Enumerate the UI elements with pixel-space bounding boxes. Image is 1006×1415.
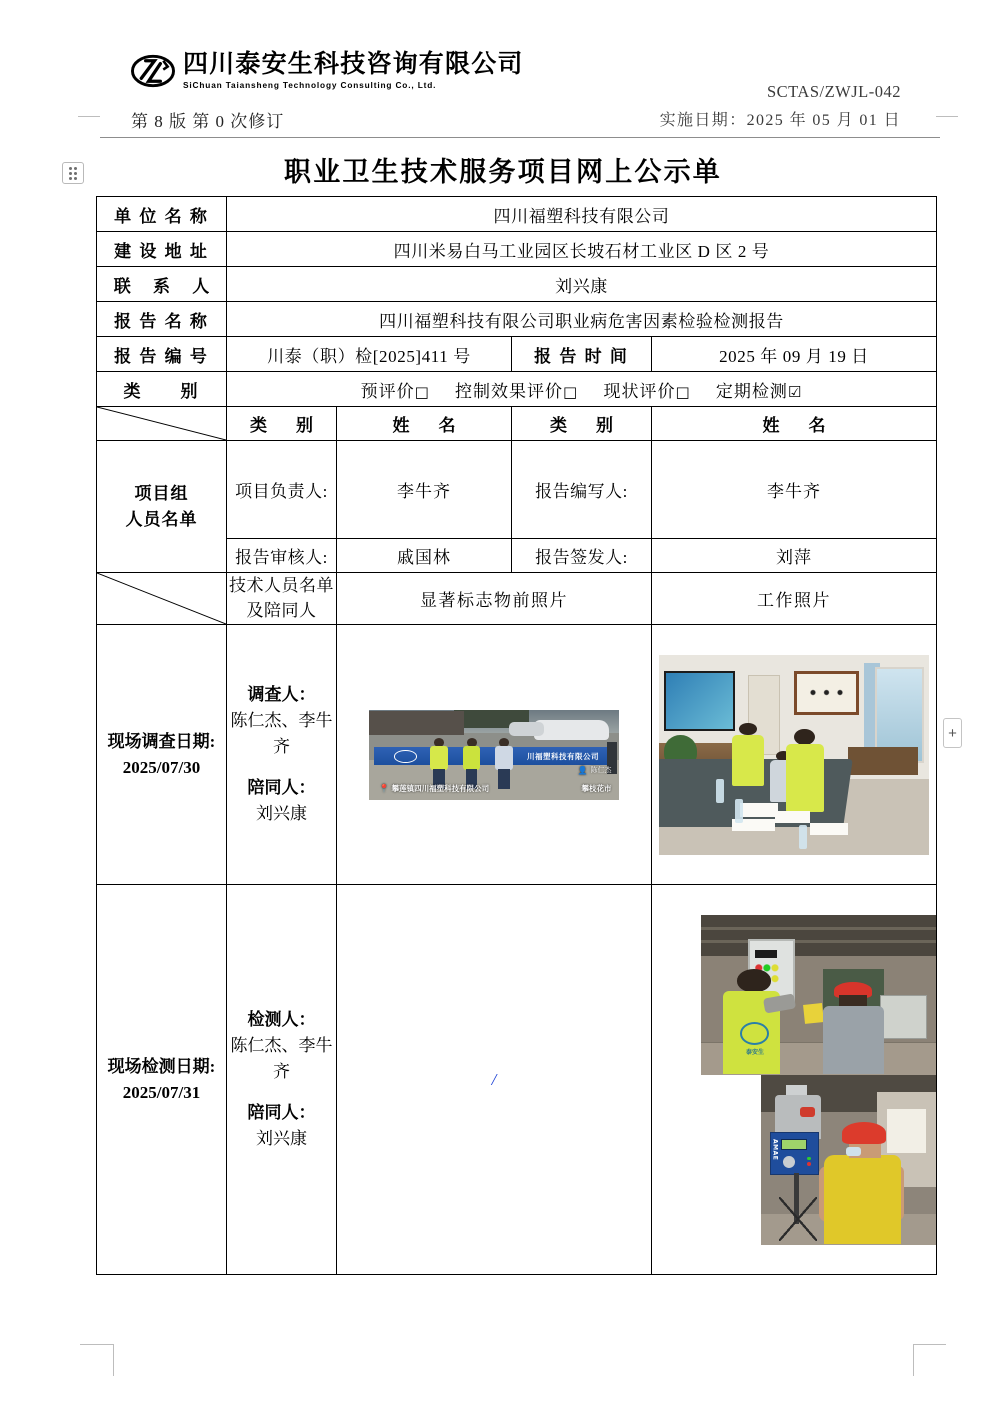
tas-logo-icon (131, 53, 175, 89)
user-icon: 👤 (577, 765, 588, 775)
header-landmark-photo: 显著标志物前照片 (337, 573, 652, 625)
team-col-name-1: 姓 名 (337, 407, 512, 441)
team-label-line-2: 人员名单 (125, 509, 198, 529)
category-label-1: 控制效果评价 (455, 381, 564, 401)
table-row-unit-name (97, 197, 937, 232)
page-header (0, 0, 1006, 140)
page-title: 职业卫生技术服务项目网上公示单 (284, 157, 722, 187)
role-project-leader: 项目负责人: (227, 441, 337, 539)
tech-header-line-2: 及陪同人 (246, 600, 317, 620)
table-row-detection (97, 885, 937, 1275)
name-report-issuer: 刘萍 (652, 539, 937, 573)
name-report-writer: 李牛齐 (652, 441, 937, 539)
table-row-report-no (97, 337, 937, 372)
category-options (227, 372, 937, 407)
category-label-2: 现状评价 (603, 381, 676, 401)
publicity-form-table (96, 196, 937, 1275)
watermark-city: 攀枝花市 (581, 784, 612, 794)
detection-tester-label: 检测人： (247, 1009, 316, 1029)
diagonal-line-icon-2 (97, 573, 226, 624)
value-address: 四川米易白马工业园区长坡石材工业区 D 区 2 号 (227, 232, 937, 267)
photo-watermark-user (578, 765, 612, 775)
detection-accompanier-names: 刘兴康 (256, 1129, 307, 1149)
margin-tick-bottom-right-v (913, 1344, 914, 1376)
survey-accompanier-names: 刘兴康 (256, 804, 307, 824)
company-name-en: SiChuan Taiansheng Technology Consulting Co., Ltd. (183, 80, 437, 90)
table-row-survey (97, 625, 937, 885)
table-row-contact (97, 267, 937, 302)
label-contact: 联 系 人 (97, 267, 227, 302)
survey-investigator-names: 陈仁杰、李牛齐 (230, 710, 333, 757)
photo-watermark-location (379, 783, 612, 794)
value-report-time: 2025 年 09 月 19 日 (652, 337, 937, 372)
team-col-category-1: 类 别 (227, 407, 337, 441)
tech-header-line-1: 技术人员名单 (229, 575, 334, 595)
margin-tick-bottom-left-v (113, 1344, 114, 1376)
survey-date-label: 现场调查日期: (107, 732, 216, 751)
value-report-no: 川泰（职）检[2025]411 号 (227, 337, 512, 372)
label-category: 类 别 (97, 372, 227, 407)
label-address: 建 设 地 址 (97, 232, 227, 267)
margin-tick-bottom-right-h (913, 1344, 946, 1345)
category-option-pre-evaluation[interactable] (361, 382, 430, 401)
role-report-writer: 报告编写人: (512, 441, 652, 539)
gate-group-photo (369, 710, 619, 800)
table-row-photos-header (97, 573, 937, 625)
table-row-category (97, 372, 937, 407)
instrument-brand-text: AMAE (771, 1139, 779, 1161)
team-col-category-2: 类 别 (512, 407, 652, 441)
category-label-3: 定期检测 (715, 381, 788, 401)
team-col-name-2: 姓 名 (652, 407, 937, 441)
diagonal-line-icon (97, 407, 226, 440)
add-column-button[interactable]: + (943, 718, 962, 748)
survey-work-photo-cell (652, 625, 937, 885)
category-option-periodic-detection[interactable] (716, 382, 802, 401)
checkbox-1[interactable]: □ (563, 382, 579, 401)
detection-work-photo-cell (652, 885, 937, 1275)
survey-landmark-photo-cell (337, 625, 652, 885)
category-label-0: 预评价 (360, 381, 415, 401)
value-unit-name: 四川福塑科技有限公司 (227, 197, 937, 232)
name-project-leader: 李牛齐 (337, 441, 512, 539)
gate-sign-text: 川福塑科技有限公司 (527, 751, 599, 761)
table-row-team-header (97, 407, 937, 441)
label-report-no: 报 告 编 号 (97, 337, 227, 372)
value-report-name: 四川福塑科技有限公司职业病危害因素检验检测报告 (227, 302, 937, 337)
table-row-report-name (97, 302, 937, 337)
watermark-location-name: 攀莲镇四川福塑科技有限公司 (391, 784, 490, 794)
detection-date-value: 2025/07/31 (122, 1082, 201, 1102)
checkbox-0[interactable]: □ (414, 382, 430, 401)
table-row-team-1 (97, 441, 937, 539)
diagonal-header-cell-photos (97, 573, 227, 625)
survey-date-value: 2025/07/30 (122, 757, 201, 777)
label-report-time: 报 告 时 间 (512, 337, 652, 372)
detection-people-cell (227, 885, 337, 1275)
survey-investigator-label: 调查人： (247, 684, 316, 704)
name-report-reviewer: 戚国林 (337, 539, 512, 573)
detection-accompanier-label: 陪同人： (247, 1102, 316, 1122)
checkbox-2[interactable]: □ (675, 382, 691, 401)
document-code: SCTAS/ZWJL-042 (766, 82, 901, 101)
implementation-date: 实施日期：2025 年 05 月 01 日 (659, 112, 901, 129)
detection-date-label: 现场检测日期: (107, 1057, 216, 1076)
meeting-room-photo (659, 655, 929, 855)
header-divider (100, 137, 940, 138)
category-option-status-evaluation[interactable] (603, 382, 690, 401)
company-name-cn: 四川泰安生科技咨询有限公司 (183, 50, 524, 78)
role-report-issuer: 报告签发人: (512, 539, 652, 573)
survey-date-cell (97, 625, 227, 885)
label-unit-name: 单 位 名 称 (97, 197, 227, 232)
sampling-device-photo (761, 1075, 936, 1245)
team-section-label (97, 441, 227, 573)
watermark-user-name: 陈仁杰 (590, 766, 612, 775)
survey-accompanier-label: 陪同人： (247, 777, 316, 797)
factory-inspection-photo (701, 915, 936, 1075)
category-option-control-effect[interactable] (455, 382, 578, 401)
header-work-photo: 工作照片 (652, 573, 937, 625)
header-tech-personnel (227, 573, 337, 625)
margin-tick-bottom-left-h (80, 1344, 113, 1345)
company-logo (131, 52, 524, 89)
location-pin-icon: 📍 (379, 784, 389, 794)
label-report-name: 报 告 名 称 (97, 302, 227, 337)
diagonal-header-cell-team (97, 407, 227, 441)
checkbox-3-checked[interactable]: ☑ (787, 382, 803, 401)
team-label-line-1: 项目组 (134, 484, 189, 503)
detection-tester-names: 陈仁杰、李牛齐 (230, 1035, 333, 1082)
value-contact: 刘兴康 (227, 267, 937, 302)
vest-logo-text: 泰安生 (746, 1049, 765, 1057)
role-report-reviewer: 报告审核人: (227, 539, 337, 573)
revision-text: 第 8 版 第 0 次修订 (131, 112, 285, 131)
detection-date-cell (97, 885, 227, 1275)
detection-landmark-placeholder: / (337, 885, 652, 1275)
survey-people-cell (227, 625, 337, 885)
table-row-address (97, 232, 937, 267)
